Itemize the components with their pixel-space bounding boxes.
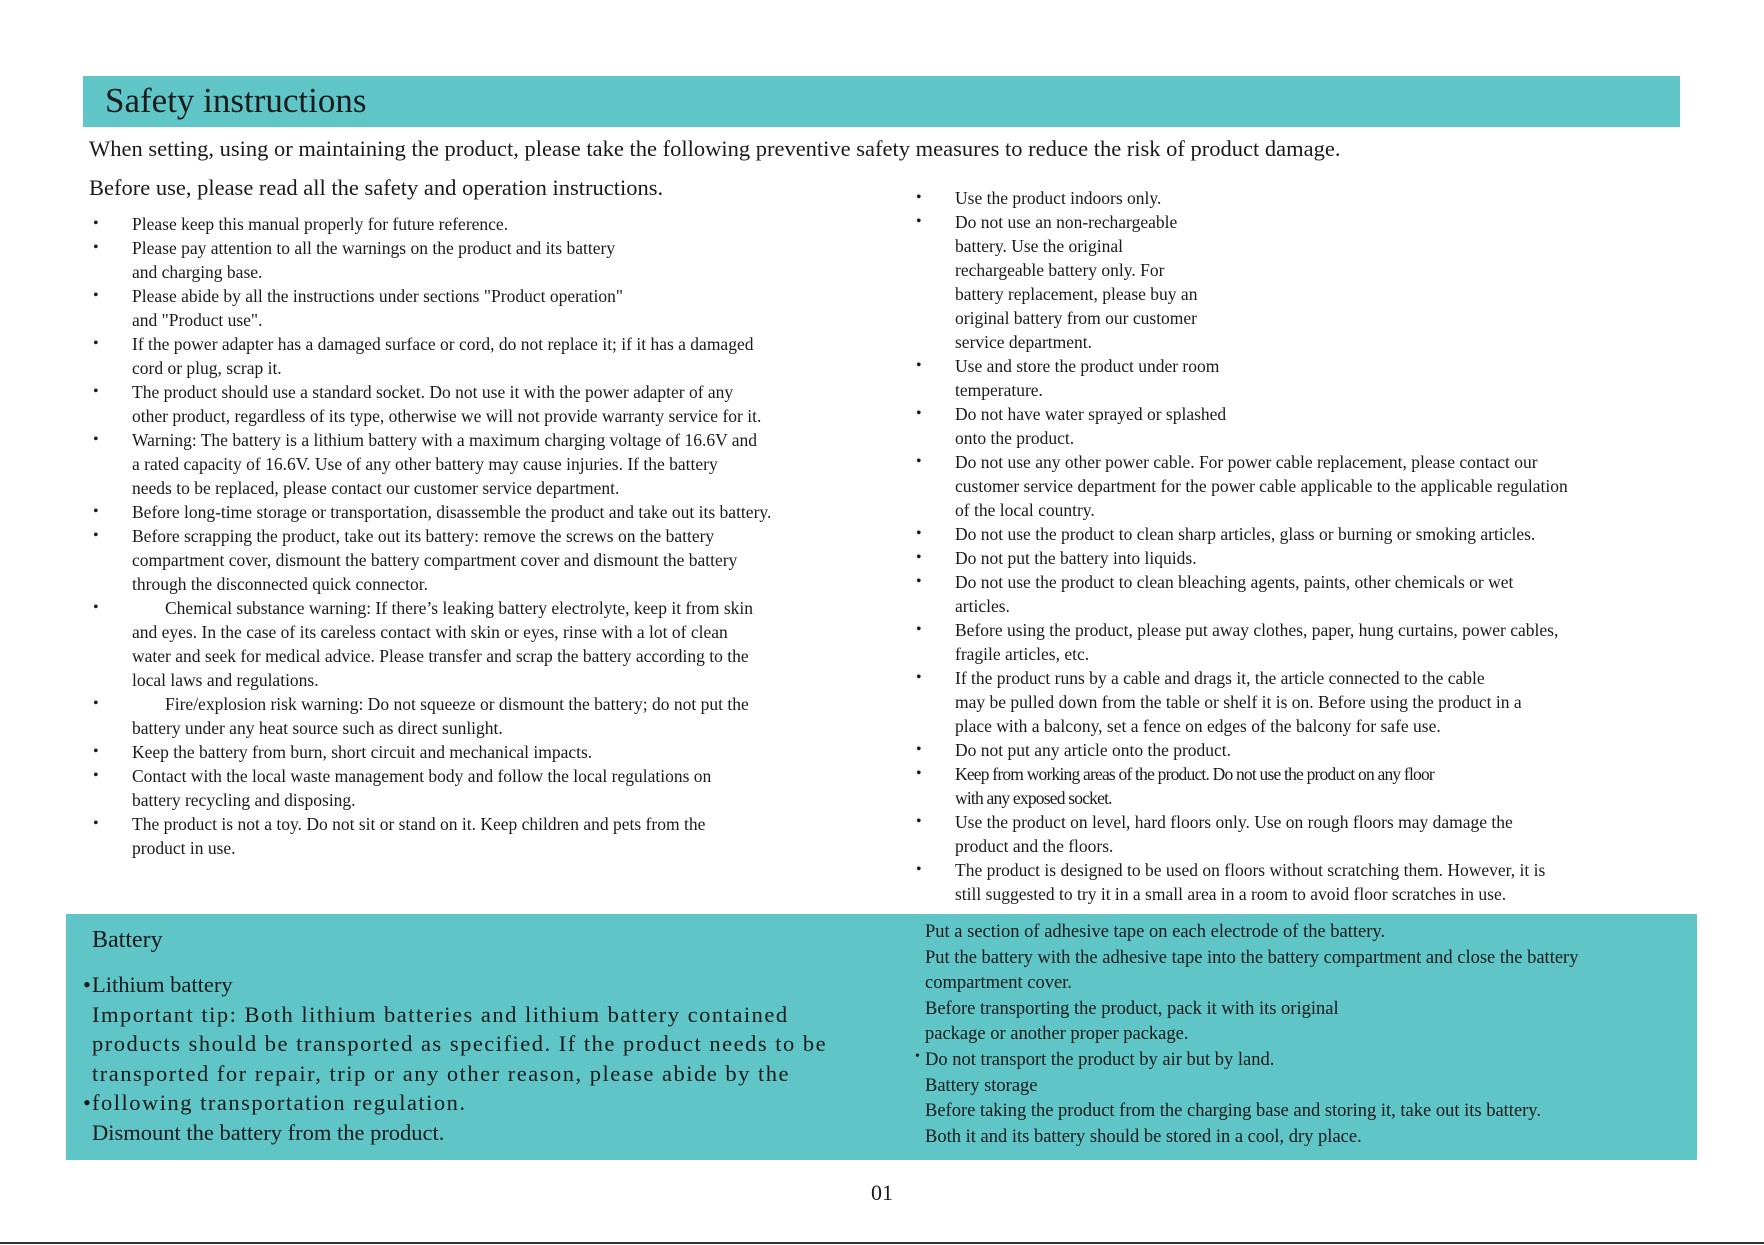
page-number: 01 — [871, 1180, 893, 1205]
list-item: • Use the product indoors only. — [912, 186, 1702, 210]
list-item: • Before using the product, please put away clothes, paper, hung curtains, power cables, fragile articles, etc. — [912, 618, 1702, 666]
intro-line-1: When setting, using or maintaining the product, please take the following preventive safety measures to reduce the risk of product damage. — [89, 136, 1341, 161]
list-item: • The product should use a standard socket. Do not use it with the power adapter of any other product, regardless of its type, otherwise we will not provide warranty service for it. — [89, 380, 889, 428]
list-item: • The product is not a toy. Do not sit or stand on it. Keep children and pets from the product in use. — [89, 812, 889, 860]
safety-list-left — [89, 212, 889, 860]
list-item: • Do not use the product to clean bleaching agents, paints, other chemicals or wet articles. — [912, 570, 1702, 618]
list-item: • If the power adapter has a damaged surface or cord, do not replace it; if it has a damaged cord or plug, scrap it. — [89, 332, 889, 380]
list-item: • Warning: The battery is a lithium battery with a maximum charging voltage of 16.6V and a rated capacity of 16.6V. Use of any other battery may cause injuries. If the battery needs to be replaced, please contact our customer service department. — [89, 428, 889, 500]
list-item: • Please pay attention to all the warnings on the product and its battery and charging base. — [89, 236, 889, 284]
list-item: • Keep the battery from burn, short circuit and mechanical impacts. — [89, 740, 889, 764]
list-item: • Keep from working areas of the product. Do not use the product on any floor with any exposed socket. — [912, 762, 1702, 810]
list-item: • Contact with the local waste management body and follow the local regulations on battery recycling and disposing. — [89, 764, 889, 812]
list-item: • Do not put the battery into liquids. — [912, 546, 1702, 570]
divider — [0, 1242, 1764, 1244]
list-item: • Please abide by all the instructions under sections "Product operation" and "Product use". — [89, 284, 889, 332]
page-title: Safety instructions — [105, 81, 367, 120]
battery-section — [66, 914, 1697, 1160]
list-item: • Chemical substance warning: If there’s leaking battery electrolyte, keep it from skin and eyes. In the case of its careless contact with skin or eyes, rinse with a lot of clean water and seek for medical advice. Please transfer and scrap the battery according to the local laws and regulations. — [89, 596, 889, 692]
list-item: • Do not use the product to clean sharp articles, glass or burning or smoking articles. — [912, 522, 1702, 546]
list-item: • The product is designed to be used on floors without scratching them. However, it is still suggested to try it in a small area in a room to avoid floor scratches in use. — [912, 858, 1702, 906]
list-item: • Do not use any other power cable. For power cable replacement, please contact our customer service department for the power cable applicable to the applicable regulation of the local country. — [912, 450, 1702, 522]
list-item: • Before scrapping the product, take out its battery: remove the screws on the battery compartment cover, dismount the battery compartment cover and dismount the battery through the disconnected quick connector. — [89, 524, 889, 596]
intro-line-2: Before use, please read all the safety and operation instructions. — [89, 175, 664, 200]
battery-left-text: • Lithium battery Important tip: Both lithium batteries and lithium battery contained products should be transported as specified. If the product needs to be transported for repair, trip or any other reason, please abide by the • following transportation regulation. Dismount the battery from the product. — [83, 972, 828, 1145]
list-item: • Use and store the product under room temperature. — [912, 354, 1702, 402]
list-item: • Fire/explosion risk warning: Do not squeeze or dismount the battery; do not put the battery under any heat source such as direct sunlight. — [89, 692, 889, 740]
section-header-bar — [83, 76, 1680, 127]
battery-right-text: Put a section of adhesive tape on each electrode of the battery. Put the battery with the adhesive tape into the battery compartment and close the battery compartment cover. Before transporting the product, pack it with its original package or another proper package. • Do not transport the product by air but by land. Battery storage Before taking the product from the charging base and storing it, take out its battery. Both it and its battery should be stored in a cool, dry place. — [915, 922, 1579, 1147]
list-item: • Please keep this manual properly for future reference. — [89, 212, 889, 236]
list-item: • Before long-time storage or transportation, disassemble the product and take out its battery. — [89, 500, 889, 524]
list-item: • Use the product on level, hard floors only. Use on rough floors may damage the product and the floors. — [912, 810, 1702, 858]
safety-list-right — [912, 186, 1702, 906]
list-item: • If the product runs by a cable and drags it, the article connected to the cable may be pulled down from the table or shelf it is on. Before using the product in a place with a balcony, set a fence on edges of the balcony for safe use. — [912, 666, 1702, 738]
list-item: • Do not use an non-rechargeable battery. Use the original rechargeable battery only. For battery replacement, please buy an original battery from our customer service department. — [912, 210, 1702, 354]
battery-heading: Battery — [92, 927, 163, 953]
list-item: • Do not put any article onto the product. — [912, 738, 1702, 762]
list-item: • Do not have water sprayed or splashed onto the product. — [912, 402, 1702, 450]
